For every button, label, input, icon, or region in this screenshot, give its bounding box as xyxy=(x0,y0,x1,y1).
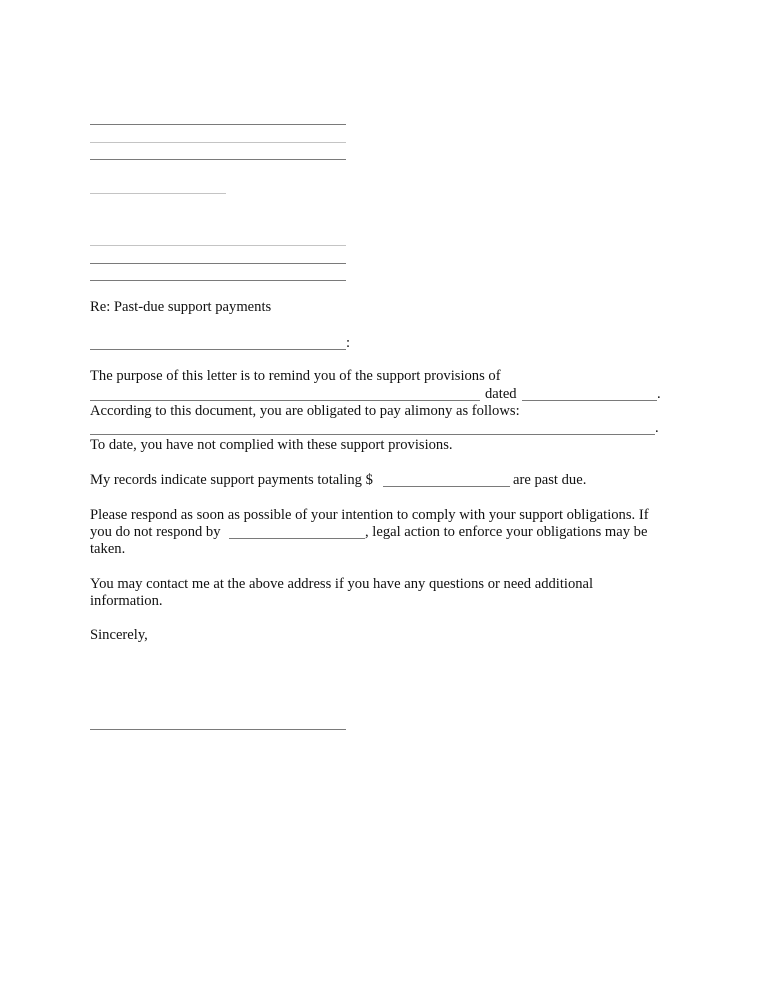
sender-address-line-3[interactable] xyxy=(90,159,346,160)
sender-address-line-1[interactable] xyxy=(90,124,346,125)
agreement-date-line[interactable] xyxy=(522,400,657,401)
amount-past-due-line[interactable] xyxy=(383,486,510,487)
paragraph-3-line-2-after: , legal action to enforce your obligations may be xyxy=(365,524,648,540)
subject-line: Re: Past-due support payments xyxy=(90,299,272,315)
recipient-address-line-3[interactable] xyxy=(90,280,346,281)
paragraph-1-line-5: To date, you have not complied with these support provisions. xyxy=(90,437,453,453)
paragraph-2-text-after: are past due. xyxy=(513,472,587,488)
salutation-colon: : xyxy=(346,335,351,351)
agreement-name-line[interactable] xyxy=(90,400,480,401)
paragraph-1-line-1: The purpose of this letter is to remind you of the support provisions of xyxy=(90,368,501,384)
dated-label: dated xyxy=(485,386,517,402)
signature-line[interactable] xyxy=(90,729,346,730)
dated-period: . xyxy=(657,386,661,402)
date-line[interactable] xyxy=(90,193,226,194)
recipient-address-line-1[interactable] xyxy=(90,245,346,246)
paragraph-1-line-3: According to this document, you are obligated to pay alimony as follows: xyxy=(90,403,520,419)
recipient-name-line[interactable] xyxy=(90,349,346,350)
sender-address-line-2[interactable] xyxy=(90,142,346,143)
paragraph-4-line-1: You may contact me at the above address if you have any questions or need additional xyxy=(90,576,594,592)
recipient-address-line-2[interactable] xyxy=(90,263,346,264)
paragraph-3-line-2-before: you do not respond by xyxy=(90,524,221,540)
paragraph-2-text-before: My records indicate support payments totaling $ xyxy=(90,472,373,488)
alimony-period: . xyxy=(655,420,659,436)
closing: Sincerely, xyxy=(90,627,148,643)
paragraph-4-line-2: information. xyxy=(90,593,163,609)
paragraph-3-line-1: Please respond as soon as possible of your intention to comply with your support obligations. If xyxy=(90,507,649,523)
alimony-terms-line[interactable] xyxy=(90,434,655,435)
paragraph-3-line-3: taken. xyxy=(90,541,126,557)
response-deadline-line[interactable] xyxy=(229,538,365,539)
